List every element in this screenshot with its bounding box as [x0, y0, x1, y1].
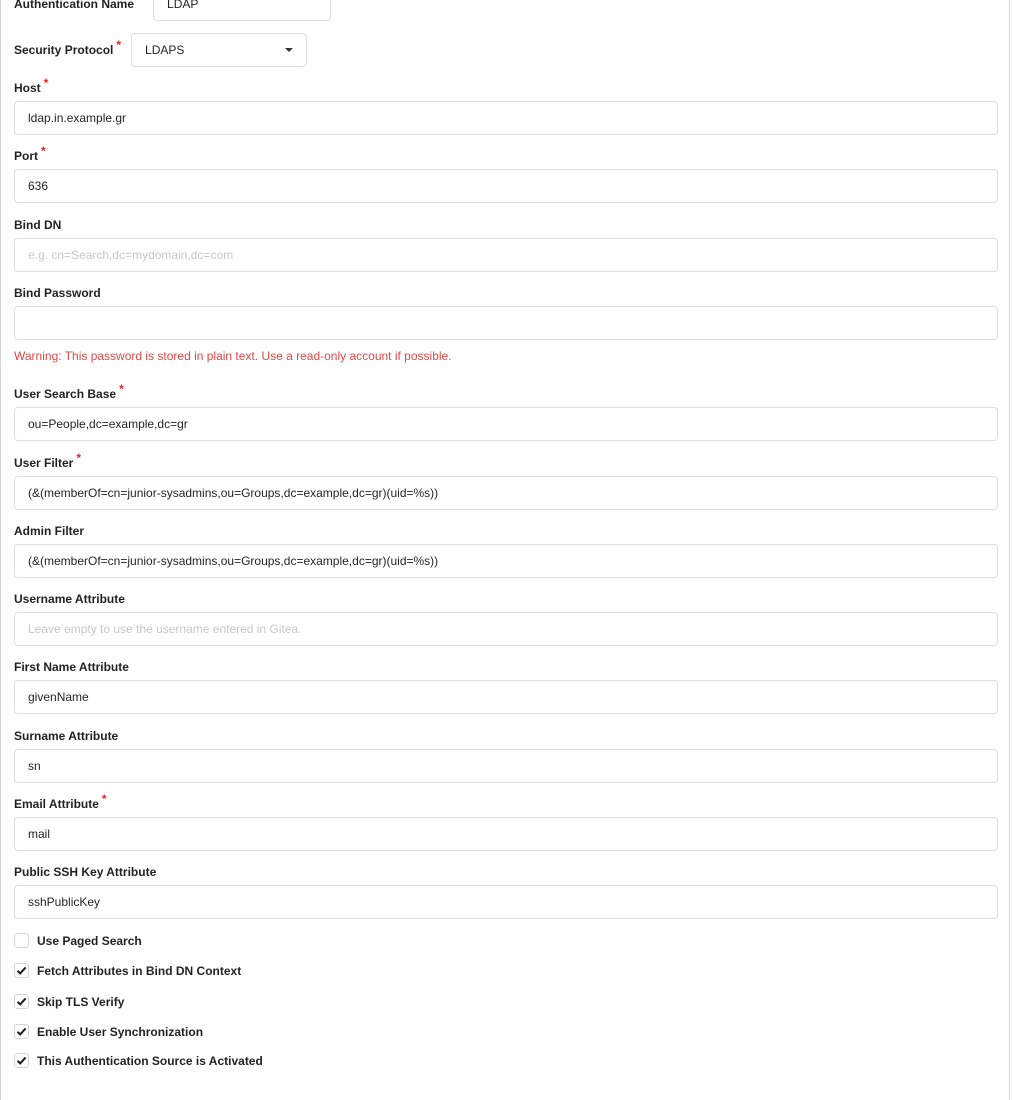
admin-filter-input[interactable] — [14, 544, 998, 578]
ssh-key-attribute-label: Public SSH Key Attribute — [14, 865, 157, 879]
bind-password-input[interactable] — [14, 306, 998, 340]
required-marker: * — [116, 38, 122, 52]
port-field — [14, 144, 998, 203]
email-attribute-input[interactable] — [14, 817, 998, 851]
user-search-base-field — [14, 382, 998, 441]
username-attribute-field — [14, 591, 998, 646]
required-marker: * — [101, 792, 107, 806]
user-filter-input[interactable] — [14, 476, 998, 510]
email-attribute-field — [14, 792, 998, 851]
required-marker: * — [43, 76, 49, 90]
auth-name-input[interactable] — [153, 0, 331, 21]
user-search-base-label: User Search Base * — [14, 382, 124, 401]
first-name-attribute-field — [14, 659, 998, 714]
bind-password-label: Bind Password — [14, 286, 101, 300]
surname-attribute-field — [14, 728, 998, 783]
password-warning-text: Warning: This password is stored in plain text. Use a read-only account if possible. — [14, 349, 452, 363]
checkbox-use-paged-search[interactable] — [14, 932, 142, 949]
caret-down-icon — [285, 48, 293, 52]
checkbox-label: Use Paged Search — [37, 933, 142, 948]
security-protocol-selected: LDAPS — [145, 43, 185, 57]
security-protocol-label: Security Protocol * — [14, 38, 122, 57]
checkbox-box[interactable] — [14, 963, 29, 978]
surname-attribute-input[interactable] — [14, 749, 998, 783]
port-input[interactable] — [14, 169, 998, 203]
port-label: Port * — [14, 144, 46, 163]
checkbox-label: Enable User Synchronization — [37, 1024, 204, 1039]
check-icon — [16, 1055, 27, 1066]
bind-dn-label: Bind DN — [14, 218, 62, 232]
first-name-attribute-label: First Name Attribute — [14, 660, 129, 674]
user-filter-field — [14, 451, 998, 510]
checkbox-fetch-attributes[interactable] — [14, 962, 241, 979]
user-filter-label: User Filter * — [14, 451, 82, 470]
required-marker: * — [76, 451, 82, 465]
auth-name-label: Authentication Name — [14, 0, 135, 11]
bind-password-field — [14, 285, 998, 340]
ssh-key-attribute-input[interactable] — [14, 885, 998, 919]
check-icon — [16, 965, 27, 976]
check-icon — [16, 1026, 27, 1037]
checkbox-box[interactable] — [14, 933, 29, 948]
host-field — [14, 76, 998, 135]
admin-filter-field — [14, 523, 998, 578]
required-marker: * — [119, 382, 124, 396]
host-label: Host * — [14, 76, 49, 95]
checkbox-box[interactable] — [14, 1053, 29, 1068]
ssh-key-attribute-field — [14, 864, 998, 919]
checkbox-box[interactable] — [14, 1024, 29, 1039]
admin-filter-label: Admin Filter — [14, 524, 85, 538]
required-marker: * — [41, 144, 46, 158]
host-input[interactable] — [14, 101, 998, 135]
surname-attribute-label: Surname Attribute — [14, 729, 119, 743]
checkbox-label: This Authentication Source is Activated — [37, 1053, 263, 1068]
user-search-base-input[interactable] — [14, 407, 998, 441]
checkbox-label: Fetch Attributes in Bind DN Context — [37, 963, 242, 978]
checkbox-enable-user-sync[interactable] — [14, 1023, 203, 1040]
checkbox-label: Skip TLS Verify — [37, 994, 125, 1009]
checkbox-box[interactable] — [14, 994, 29, 1009]
first-name-attribute-input[interactable] — [14, 680, 998, 714]
bind-dn-field — [14, 217, 998, 272]
security-protocol-dropdown[interactable] — [131, 33, 307, 67]
checkbox-skip-tls-verify[interactable] — [14, 993, 124, 1010]
email-attribute-label: Email Attribute * — [14, 792, 107, 811]
username-attribute-input[interactable] — [14, 612, 998, 646]
auth-name-field — [14, 0, 331, 21]
bind-dn-input[interactable] — [14, 238, 998, 272]
username-attribute-label: Username Attribute — [14, 592, 125, 606]
check-icon — [16, 996, 27, 1007]
security-protocol-field — [14, 33, 307, 67]
checkbox-source-activated[interactable] — [14, 1052, 263, 1069]
